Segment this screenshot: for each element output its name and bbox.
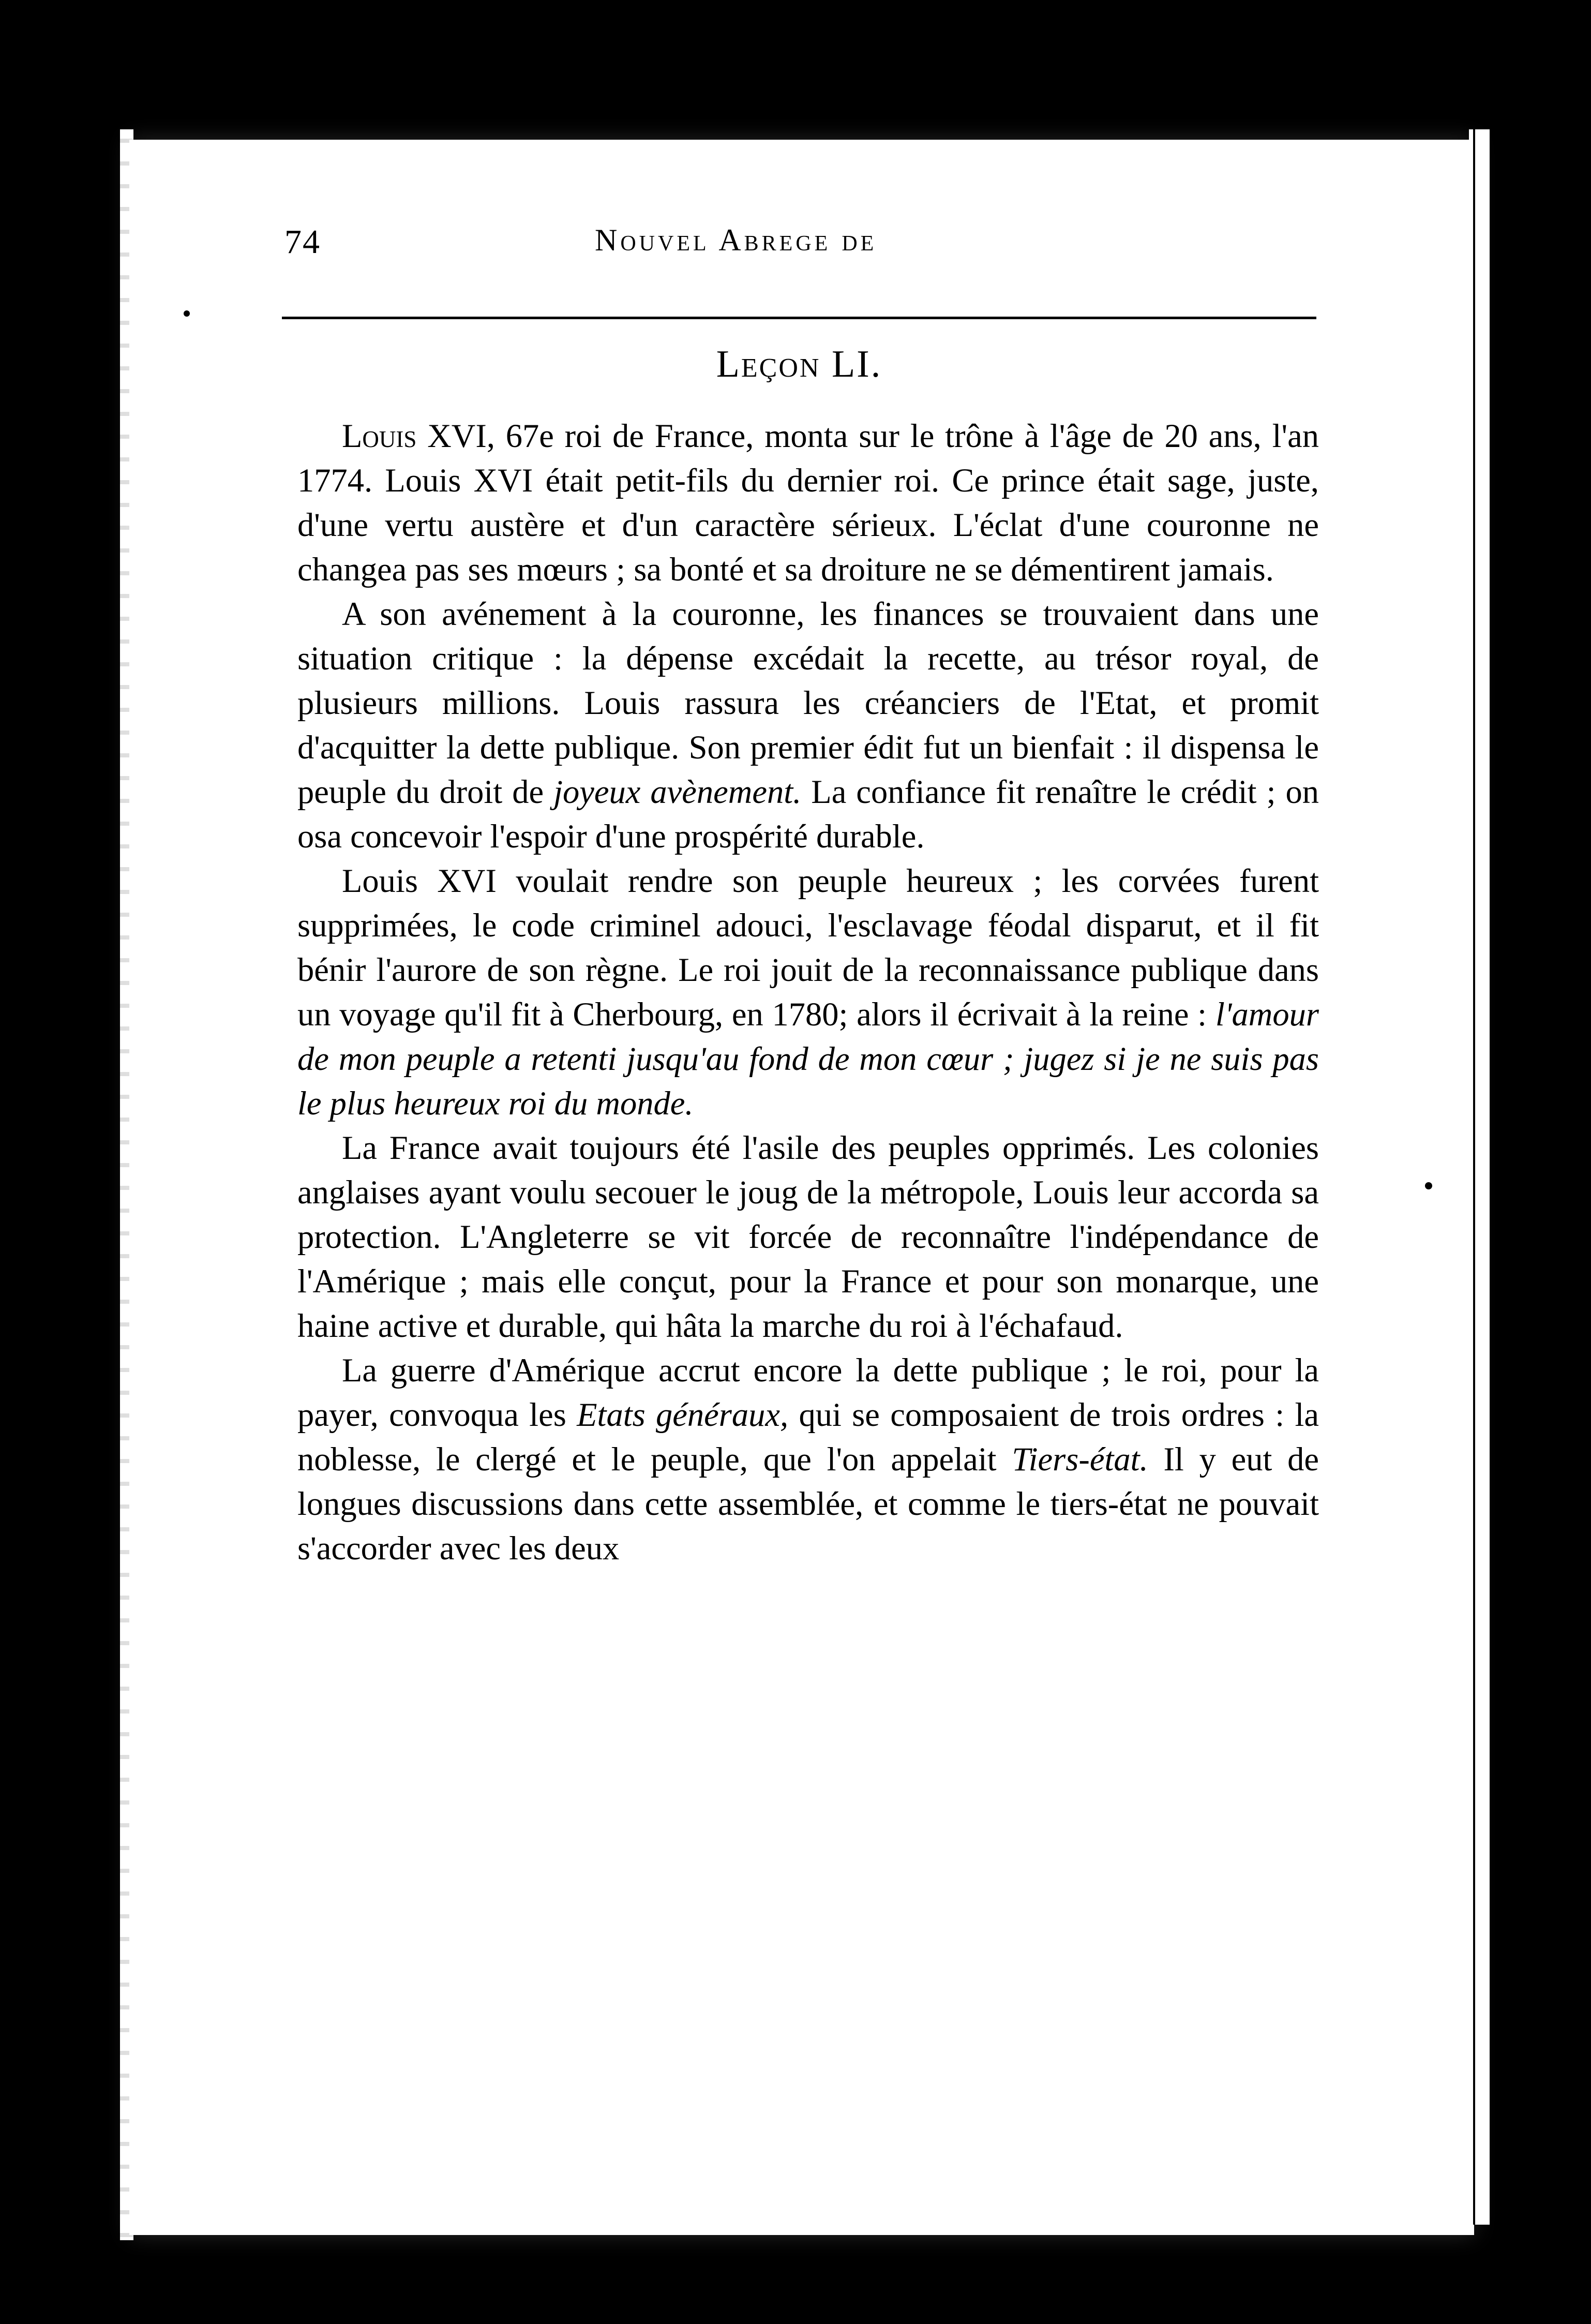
body-text: [297, 414, 1319, 1571]
margin-smudge: [1425, 1182, 1432, 1189]
italic-quote: l'amour de mon peuple a retenti jusqu'au fond de mon cœur ; jugez si je ne suis pas le plus heureux roi du monde.: [297, 996, 1319, 1122]
paragraph-text: Louis XVI voulait rendre son peuple heureux ; les corvées furent supprimées, le code criminel adouci, l'esclavage féodal disparut, et il fit bénir l'aurore de son règne. Le roi jouit de la reconnaissance publique dans un voyage qu'il fit à Cherbourg, en 1780; alors il écrivait à la reine :: [297, 862, 1319, 1033]
italic-phrase: joyeux avènement.: [553, 773, 802, 810]
page-header: [284, 222, 1319, 274]
paragraph-text: qui se composaient de trois ordres : la noblesse, le clergé et le peuple, que l'on appelait: [297, 1396, 1319, 1478]
lead-word: Louis: [342, 418, 417, 454]
paragraph-text: La confiance fit renaître le crédit ; on osa concevoir l'espoir d'une prospérité durable.: [297, 773, 1319, 855]
lesson-title: Leçon LI.: [716, 343, 882, 385]
paragraph-2: [297, 592, 1319, 859]
paragraph-4: [297, 1126, 1319, 1348]
italic-phrase: Etats généraux,: [577, 1396, 789, 1433]
page-edge-right: [1469, 129, 1490, 2225]
running-title: Nouvel Abrege de: [595, 223, 877, 257]
paragraph-5: [297, 1348, 1319, 1571]
paragraph-text: A son avénement à la couronne, les finances se trouvaient dans une situation critique : la dépense excédait la recette, au trésor royal, de plusieurs millions. Louis rassura les créanciers de l'Etat, et promit d'acquitter la dette publique. Son premier édit fut un bienfait : il dispensa le peuple du droit de: [297, 595, 1319, 810]
paragraph-text: La France avait toujours été l'asile des peuples opprimés. Les colonies anglaises ayant voulu secouer le joug de la métropole, Louis leur accorda sa protection. L'Angleterre se vit forcée de reconnaître l'indépendance de l'Amérique ; mais elle conçut, pour la France et pour son monarque, une haine active et durable, qui hâta la marche du roi à l'échafaud.: [297, 1129, 1319, 1344]
paragraph-text: La guerre d'Amérique accrut encore la dette publique ; le roi, pour la payer, convoqua les: [297, 1352, 1319, 1433]
page-number: 74: [284, 223, 321, 261]
paragraph-text: Il y eut de longues discussions dans cette assemblée, et comme le tiers-état ne pouvait s'accorder avec les deux: [297, 1441, 1319, 1567]
paragraph-1: [297, 414, 1319, 592]
italic-phrase: Tiers-état.: [1012, 1441, 1148, 1478]
paragraph-text: XVI, 67e roi de France, monta sur le trône à l'âge de 20 ans, l'an 1774. Louis XVI était petit-fils du dernier roi. Ce prince était sage, juste, d'une vertu austère et d'un caractère sérieux. L'éclat d'une couronne ne changea pas ses mœurs ; sa bonté et sa droiture ne se démentirent jamais.: [297, 418, 1319, 588]
header-rule: [282, 317, 1316, 319]
margin-smudge: [184, 310, 190, 317]
paragraph-3: [297, 859, 1319, 1126]
